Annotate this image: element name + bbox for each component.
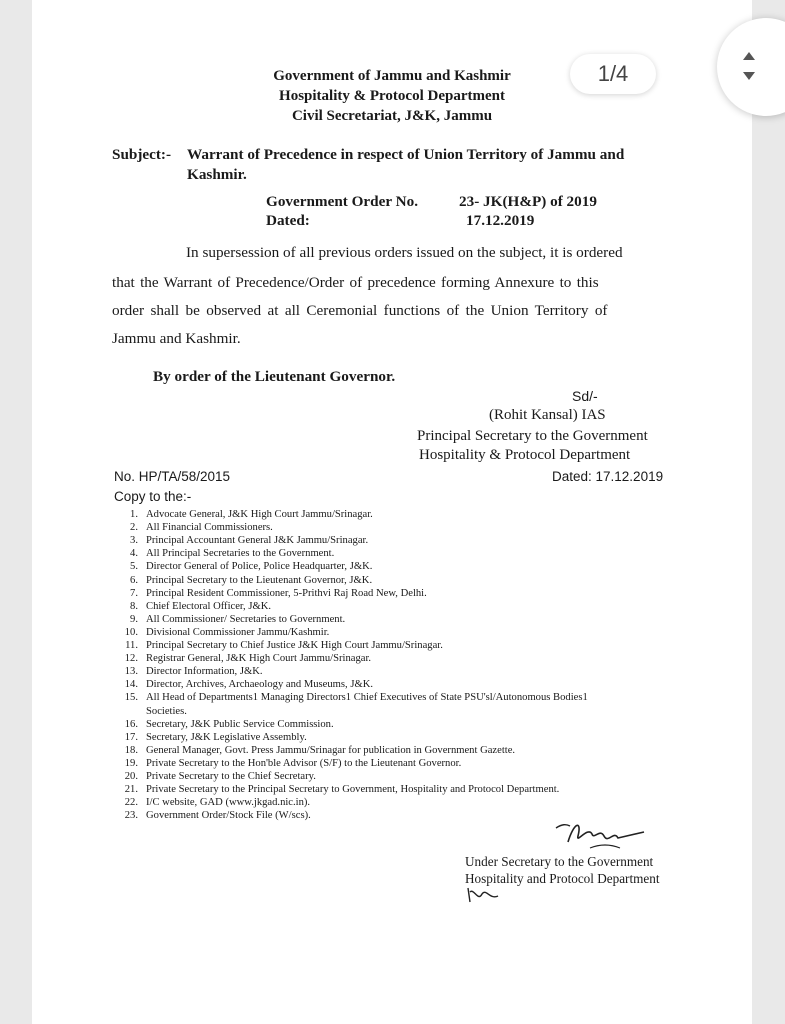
under-secretary-line-2: Hospitality and Protocol Department: [465, 871, 660, 886]
copy-list-item-text: Director, Archives, Archaeology and Museums, J&K.: [146, 679, 373, 691]
under-secretary-line-1: Under Secretary to the Government: [465, 854, 654, 869]
header-line-3: Civil Secretariat, J&K, Jammu: [291, 108, 493, 124]
copy-list-item: [114, 587, 724, 600]
copy-list-item: [114, 560, 724, 573]
copy-list-item-number: 21.: [124, 784, 138, 796]
order-number-value: 23- JK(H&P) of 2019: [459, 193, 597, 210]
copy-list-item: [114, 718, 724, 731]
body-line-1: In supersession of all previous orders issued on the subject, it is ordered: [186, 244, 623, 261]
copy-list-item-text: Advocate General, J&K High Court Jammu/Srinagar.: [146, 509, 373, 520]
by-order-text: By order of the Lieutenant Governor.: [153, 368, 396, 385]
copy-list-item-text: Registrar General, J&K High Court Jammu/Srinagar.: [146, 653, 372, 665]
body-line-4: Jammu and Kashmir.: [112, 330, 241, 347]
copy-list-item-number: 15.: [124, 692, 138, 704]
copy-list-item: [114, 770, 724, 783]
copy-list-item: [114, 508, 724, 521]
handwritten-signature: [548, 814, 658, 856]
copy-list-item-text: Chief Electoral Officer, J&K.: [146, 600, 271, 612]
copy-list-item: [114, 744, 724, 757]
order-dated-label: Dated:: [266, 212, 310, 229]
copy-list-item: [114, 547, 724, 560]
header-line-2: Hospitality & Protocol Department: [279, 88, 505, 104]
copy-list-item-text: All Commissioner/ Secretaries to Government.: [146, 613, 346, 625]
copy-list-item: [114, 665, 724, 678]
copy-list-item-number: 11.: [125, 640, 138, 651]
copy-list-item-text: Principal Secretary to Chief Justice J&K High Court Jammu/Srinagar.: [146, 640, 443, 651]
copy-list-item: [114, 678, 724, 691]
copy-list-item-number: 2.: [130, 522, 138, 534]
copy-list-item: [114, 574, 724, 587]
copy-list-item-number: 17.: [124, 731, 138, 743]
copy-list-item-text: Secretary, J&K Legislative Assembly.: [146, 731, 307, 743]
copy-list-item-number: 4.: [130, 548, 138, 560]
signatory-dated: Dated: 17.12.2019: [552, 469, 664, 484]
reference-number: No. HP/TA/58/2015: [114, 469, 231, 484]
copy-list-item-text: Divisional Commissioner Jammu/Kashmir.: [146, 626, 330, 638]
copy-list-item-number: 16.: [124, 718, 138, 730]
copy-list-item-number: 3.: [130, 535, 138, 547]
copy-list-item: [114, 613, 724, 626]
copy-list-item-number: 22.: [124, 797, 138, 809]
copy-list-item: [114, 757, 724, 770]
copy-list-item-text: All Principal Secretaries to the Government.: [146, 548, 335, 560]
copy-list-item-number: 10.: [124, 626, 138, 638]
copy-list-item-number: 13.: [124, 666, 138, 678]
document-page: [32, 0, 752, 1024]
copy-list-item: [114, 600, 724, 613]
copy-list-item-text: Principal Resident Commissioner, 5-Prithvi Raj Road New, Delhi.: [146, 587, 427, 599]
copy-list-item-number: 1.: [130, 509, 138, 520]
copy-list-item-number: 14.: [124, 679, 138, 691]
copy-list-item-text: Director Information, J&K.: [146, 666, 263, 678]
copy-list-item-number: 19.: [124, 757, 138, 769]
page-indicator-text: 1/4: [597, 61, 629, 86]
order-number-label: Government Order No.: [266, 193, 418, 210]
signatory-title: Principal Secretary to the Government: [417, 428, 648, 444]
copy-to-label: Copy to the:-: [114, 489, 192, 504]
page-indicator: [570, 54, 656, 94]
copy-list-item-text: Government Order/Stock File (W/scs).: [146, 810, 311, 822]
copy-list-item-text: Principal Secretary to the Lieutenant Governor, J&K.: [146, 574, 373, 586]
copy-list-item: [114, 652, 724, 665]
copy-list-item-number: 7.: [130, 587, 138, 599]
subject-text-line-1: Warrant of Precedence in respect of Union Territory of Jammu and: [187, 146, 625, 163]
copy-list-item-text: All Head of Departments1 Managing Directors1 Chief Executives of State PSU'sl/Autonomous Bodies1: [146, 692, 588, 704]
copy-list-item-text: General Manager, Govt. Press Jammu/Srinagar for publication in Government Gazette.: [146, 744, 516, 756]
copy-list-item-text: Principal Accountant General J&K Jammu/Srinagar.: [146, 535, 369, 547]
order-dated-value: 17.12.2019: [466, 212, 535, 229]
subject-text-line-2: Kashmir.: [187, 166, 247, 183]
body-line-3: order shall be observed at all Ceremonial functions of the Union Territory of: [112, 302, 608, 319]
copy-list-item-text: I/C website, GAD (www.jkgad.nic.in).: [146, 797, 311, 809]
copy-list-item: [114, 731, 724, 744]
copy-list-item-number: 8.: [130, 600, 138, 612]
copy-list-item-number: 12.: [124, 653, 138, 665]
signatory-name: (Rohit Kansal) IAS: [489, 407, 606, 423]
header-line-1: Government of Jammu and Kashmir: [273, 68, 511, 84]
copy-list-item: [114, 626, 724, 639]
copy-list-item: [114, 705, 724, 718]
signatory-department: Hospitality & Protocol Department: [419, 447, 631, 463]
copy-list-item: [114, 783, 724, 796]
copy-list-item-text: Director General of Police, Police Headquarter, J&K.: [146, 561, 373, 573]
copy-list-item: [114, 639, 724, 652]
copy-list-item-text: All Financial Commissioners.: [146, 522, 273, 534]
copy-list-item-number: 5.: [130, 561, 138, 573]
copy-list-item-text: Private Secretary to the Hon'ble Advisor (S/F) to the Lieutenant Governor.: [146, 757, 462, 769]
copy-list-item-text: Secretary, J&K Public Service Commission.: [146, 718, 334, 730]
chevron-up-icon: [743, 52, 755, 60]
copy-list-item: [114, 534, 724, 547]
initials-mark: [464, 884, 504, 906]
body-line-2: that the Warrant of Precedence/Order of precedence forming Annexure to this: [112, 274, 599, 291]
chevron-down-icon: [743, 72, 755, 80]
copy-list-item-number: 9.: [130, 613, 138, 625]
copy-list-item-text: Societies.: [146, 705, 187, 717]
subject-label: Subject:-: [112, 146, 172, 163]
copy-list-item-number: 18.: [124, 744, 138, 756]
copy-list-item-text: Private Secretary to the Chief Secretary.: [146, 771, 316, 782]
copy-list-item-text: Private Secretary to the Principal Secretary to Government, Hospitality and Protocol Department.: [146, 784, 560, 796]
copy-list-item-number: 23.: [124, 810, 138, 822]
copy-list-item-number: 6.: [130, 574, 138, 586]
copy-list-item: [114, 521, 724, 534]
copy-list-item: [114, 796, 724, 809]
copy-list-item: [114, 691, 724, 704]
copy-list-item-number: 20.: [124, 771, 138, 782]
sd-mark: Sd/-: [572, 388, 598, 404]
